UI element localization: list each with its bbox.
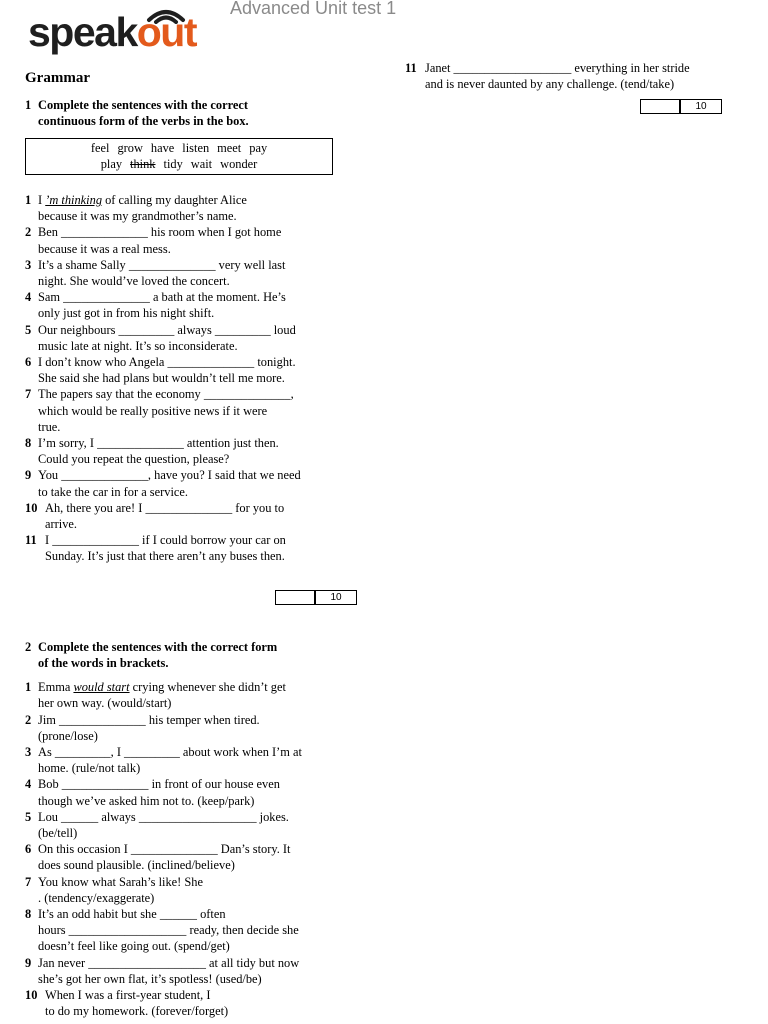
item-text: (be/tell) [38,825,78,840]
exercise-item [25,744,355,776]
exercise-item [25,679,355,711]
logo-text-out: out [136,9,197,55]
word-box-word: meet [217,140,242,155]
task1-instruction-line1: Complete the sentences with the correct [38,98,248,113]
item-sentence [38,257,355,289]
item-number: 5 [25,322,32,337]
item-text: I don’t know who Angela ______________ tonight. [38,355,296,370]
item-text: Janet ___________________ everything in her stride [425,61,690,75]
score-total: 10 [330,591,342,603]
exercise-item [25,809,355,841]
task2-instruction-line2: of the words in brackets. [38,655,169,670]
word-box-line [26,156,332,172]
item-number: 3 [25,257,32,272]
task2-number: 2 [25,639,32,654]
item-text: arrive. [45,517,77,532]
word-box-word: play [100,156,123,171]
task2-instruction-line1: Complete the sentences with the correct form [38,639,278,654]
item-text: Our neighbours _________ always _________ loud [38,322,296,337]
score-total: 10 [695,101,707,113]
item-sentence [45,500,355,532]
item-text: Emma [38,680,74,695]
item-sentence [38,906,355,955]
item-sentence [45,987,355,1019]
task2-instruction-text [38,639,277,671]
item-sentence [38,874,355,906]
item-text: which would be really positive news if it were [38,403,268,418]
logo-text-speak: speak [28,9,137,55]
exercise-item [25,532,355,564]
item-text: Bob ______________ in front of our house even [38,777,280,792]
exercise-item [25,987,355,1019]
item-text: true. [38,419,61,434]
item-text: I [38,193,46,208]
example-answer: ’m thinking [45,193,103,208]
item-number: 1 [25,193,32,208]
task1-instruction-line2: continuous form of the verbs in the box. [38,114,249,129]
item-text: to take the car in for a service. [38,484,188,499]
exercise-item [25,386,355,435]
item-number: 6 [25,842,32,857]
exercise-item [405,60,745,92]
score-blank [641,100,681,113]
item-sentence [38,744,355,776]
item-number: 4 [25,290,32,305]
item-number: 11 [405,61,417,75]
item-text: crying whenever she didn’t get [129,680,286,695]
item-text: The papers say that the economy ______________, [38,387,294,402]
item-sentence [425,60,745,92]
item-text: of calling my daughter Alice [102,193,247,208]
right-column [405,60,745,114]
exercise-item [25,955,355,987]
task2-score [405,99,722,114]
item-text: her own way. (would/start) [38,696,172,711]
item-text: You ______________, have you? I said that we need [38,468,301,483]
word-box-word: have [150,140,175,155]
speakout-logo [28,6,228,56]
item-number: 4 [25,777,32,792]
item-number: 6 [25,355,32,370]
item-sentence [38,712,355,744]
exercise-item [25,257,355,289]
item-sentence [38,955,355,987]
item-sentence [38,192,355,224]
item-sentence [38,322,355,354]
item-sentence [38,679,355,711]
exercise-item [25,776,355,808]
item-number: 7 [25,387,32,402]
word-box-word: think [130,156,156,171]
item-text: She said she had plans but wouldn’t tell me more. [38,371,285,386]
exercise-item [25,467,355,499]
item-text: Jan never ___________________ at all tidy but now [38,955,300,970]
section-heading: Grammar [25,70,90,86]
exercise-item [25,192,355,224]
item-text: to do my homework. (forever/forget) [45,1004,229,1019]
item-text: music late at night. It’s so inconsiderate. [38,338,238,353]
item-text: she’s got her own flat, it’s spotless! (used/be) [38,971,262,986]
example-answer: would start [73,680,130,695]
task1-instruction [25,97,355,129]
item-text: On this occasion I ______________ Dan’s story. It [38,842,291,857]
item-number: 1 [25,680,32,695]
item-text: Sam ______________ a bath at the moment. He’s [38,290,286,305]
item-text: night. She would’ve loved the concert. [38,274,230,289]
item-number: 10 [25,500,38,515]
item-text: I ______________ if I could borrow your car on [45,533,286,548]
item-text: because it was my grandmother’s name. [38,209,237,224]
exercise-item [25,500,355,532]
item-sentence [38,776,355,808]
task1-number: 1 [25,98,32,113]
word-box-line [26,140,332,156]
item-text: Jim ______________ his temper when tired. [38,712,260,727]
word-box-word: listen [182,140,210,155]
item-number: 9 [25,468,32,483]
item-text: Ben ______________ his room when I got home [38,225,282,240]
word-box-word: wonder [220,156,258,171]
item-text: Ah, there you are! I ______________ for you to [45,500,285,515]
item-text: As _________, I _________ about work when I’m at [38,744,302,759]
task1-items [25,192,355,565]
item-number: 9 [25,955,32,970]
item-text: because it was a real mess. [38,241,171,256]
item-number: 7 [25,874,32,889]
item-text: only just got in from his night shift. [38,306,215,321]
item-number: 2 [25,712,32,727]
item-number: 11 [25,533,37,548]
item-number: 10 [25,987,38,1002]
exercise-item [25,289,355,321]
task2-items-continued [405,60,745,92]
item-text: . (tendency/exaggerate) [38,890,155,905]
item-text: When I was a first-year student, I [45,987,211,1002]
item-sentence [38,841,355,873]
task2-instruction [25,639,355,671]
exercise-item [25,322,355,354]
item-text: hours ___________________ ready, then decide she [38,923,299,938]
unit-title: Advanced Unit test 1 [230,0,397,18]
score-box [275,590,357,605]
item-text: It’s a shame Sally ______________ very well last [38,257,286,272]
item-number: 8 [25,436,32,451]
word-box [25,138,333,175]
item-number: 3 [25,744,32,759]
word-box-word: feel [90,140,110,155]
item-text: You know what Sarah’s like! She [38,874,203,889]
score-box [640,99,722,114]
task1-instruction-text [38,97,249,129]
exercise-item [25,906,355,955]
item-number: 5 [25,809,32,824]
item-number: 8 [25,906,32,921]
item-text: Lou ______ always ___________________ jokes. [38,809,289,824]
task1-score [25,590,357,605]
item-text: It’s an odd habit but she ______ often [38,906,226,921]
item-number: 2 [25,225,32,240]
item-sentence [38,289,355,321]
item-text: and is never daunted by any challenge. (tend/take) [425,77,675,92]
left-column [25,70,355,1019]
item-text: Sunday. It’s just that there aren’t any buses then. [45,549,285,564]
speech-waves-icon [141,2,191,24]
item-text: Could you repeat the question, please? [38,452,230,467]
item-text: does sound plausible. (inclined/believe) [38,858,235,873]
item-sentence [38,354,355,386]
score-blank [276,591,316,604]
item-text: home. (rule/not talk) [38,761,141,776]
exercise-item [25,874,355,906]
item-sentence [38,386,355,435]
word-box-word: pay [249,140,268,155]
exercise-item [25,354,355,386]
exercise-item [25,712,355,744]
task2-items [25,679,355,1019]
item-text: doesn’t feel like going out. (spend/get) [38,939,230,954]
word-box-word: wait [190,156,213,171]
item-sentence [45,532,355,564]
word-box-word: grow [117,140,143,155]
item-sentence [38,809,355,841]
exercise-item [25,841,355,873]
item-sentence [38,224,355,256]
item-sentence [38,435,355,467]
item-text: though we’ve asked him not to. (keep/park) [38,793,255,808]
word-box-word: tidy [163,156,183,171]
exercise-item [25,224,355,256]
item-text: I’m sorry, I ______________ attention just then. [38,436,279,451]
item-text: (prone/lose) [38,728,98,743]
exercise-item [25,435,355,467]
item-sentence [38,467,355,499]
